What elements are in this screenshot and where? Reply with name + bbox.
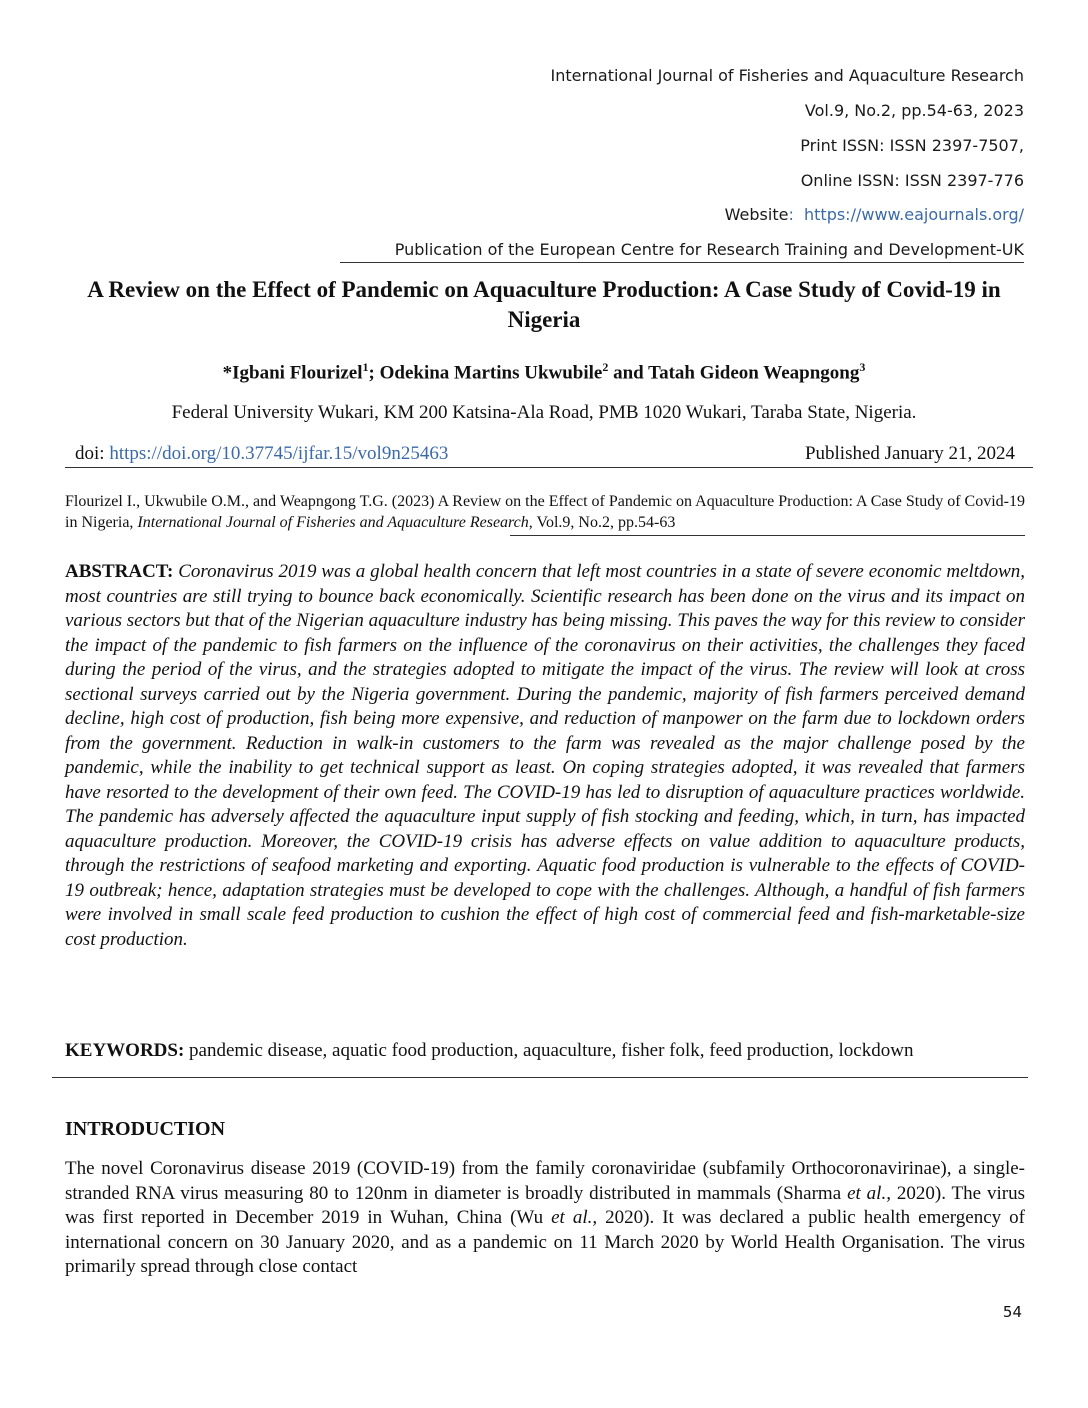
author-superscript: 3: [859, 360, 866, 374]
author-superscript: 1: [362, 360, 369, 374]
publisher-line: Publication of the European Centre for Research Training and Development-UK: [394, 240, 1024, 259]
website-link[interactable]: https://www.eajournals.org/: [804, 205, 1024, 224]
website-separator: :: [788, 205, 804, 224]
doi-link[interactable]: https://doi.org/10.37745/ijfar.15/vol9n25463: [109, 443, 449, 464]
citation-text: Flourizel I., Ukwubile O.M., and Weapngong T.G. (2023) A Review on the Effect of Pandemic on Aquaculture Production: A Case Study of Covid-19 in Nigeria,: [65, 493, 1025, 531]
keywords: [65, 1040, 1045, 1062]
keywords-divider: [52, 1077, 1028, 1078]
citation-divider: [510, 535, 1025, 536]
page-number: 54: [1002, 1303, 1022, 1321]
keywords-text: pandemic disease, aquatic food production, aquaculture, fisher folk, feed production, lockdown: [184, 1040, 914, 1061]
volume-info: Vol.9, No.2, pp.54-63, 2023: [804, 101, 1024, 120]
keywords-label: KEYWORDS:: [65, 1040, 185, 1061]
abstract: [65, 560, 1025, 952]
website-label: Website: [724, 205, 789, 224]
website-line: [725, 205, 1024, 224]
section-heading: INTRODUCTION: [65, 1118, 226, 1140]
author-list: [0, 360, 1088, 384]
author-name: and Tatah Gideon Weapngong: [608, 362, 860, 384]
doi-row: [75, 443, 1015, 465]
paper-title: A Review on the Effect of Pandemic on Aquaculture Production: A Case Study of Covid-19 in Nigeria: [87, 277, 1001, 332]
author-superscript: 2: [602, 360, 609, 374]
affiliation: Federal University Wukari, KM 200 Katsina-Ala Road, PMB 1020 Wukari, Taraba State, Nigeria.: [171, 402, 917, 423]
introduction-paragraph: [65, 1157, 1025, 1280]
abstract-label: ABSTRACT:: [65, 561, 174, 582]
paragraph-text: The novel Coronavirus disease 2019 (COVID-19) from the family coronaviridae (subfamily Orthocoronavirinae), a single-stranded RNA virus measuring 80 to 120nm in diameter is broadly distributed in mammals (Sharma: [65, 1158, 1025, 1204]
citation-journal: International Journal of Fisheries and Aquaculture Research: [137, 514, 529, 531]
citation-text: , Vol.9, No.2, pp.54-63: [528, 514, 676, 531]
online-issn: Online ISSN: ISSN 2397-776: [800, 171, 1024, 190]
author-name: ; Odekina Martins Ukwubile: [368, 362, 603, 384]
et-al: et al.,: [847, 1182, 891, 1204]
journal-name: International Journal of Fisheries and Aquaculture Research: [550, 66, 1024, 85]
paragraph-text: 2020). The virus was first reported in December 2019 in Wuhan, China (Wu: [65, 1182, 1025, 1228]
paragraph-text: 2020). It was declared a public health emergency of international concern on 30 January 2020, and as a pandemic on 11 March 2020 by World Health Organisation. The virus primarily spread through close contact: [65, 1207, 1025, 1277]
abstract-text: Coronavirus 2019 was a global health concern that left most countries in a state of severe economic meltdown, most countries are still trying to bounce back economically. Scientific research has been done on the virus and its impact on various sectors but that of the Nigerian aquaculture industry has being missing. This paves the way for this review to consider the impact of the pandemic to fish farmers on the influence of the coronavirus on their activities, the challenges they faced during the period of the virus, and the strategies adopted to mitigate the impact of the virus. The review will look at cross sectional surveys carried out by the Nigeria government. During the pandemic, majority of fish farmers perceived demand decline, high cost of production, fish being more expensive, and reduction of manpower on the farm due to lockdown orders from the government. Reduction in walk-in customers to the farm was revealed as the major challenge posed by the pandemic, while the inability to get technical support as least. On coping strategies adopted, it was revealed that farmers have resorted to the development of their own feed. The COVID-19 has led to disruption of aquaculture practices worldwide. The pandemic has adversely affected the aquaculture input supply of fish stocking and feeding, which, in turn, has impacted aquaculture production. Moreover, the COVID-19 crisis has adverse effects on value addition to aquaculture products, through the restrictions of seafood marketing and exporting. Aquatic food production is vulnerable to the effects of COVID-19 outbreak; hence, adaptation strategies must be developed to cope with the challenges. Although, a handful of fish farmers were involved in small scale feed production to cushion the effect of high cost of commercial feed and fish-marketable-size cost production.: [65, 561, 1025, 950]
print-issn: Print ISSN: ISSN 2397-7507,: [800, 136, 1024, 155]
header-divider: [340, 262, 1024, 263]
published-date: Published January 21, 2024: [804, 443, 1015, 464]
doi-label: doi:: [75, 443, 110, 464]
author-name: *Igbani Flourizel: [222, 362, 363, 384]
citation: [65, 491, 1025, 533]
doi-divider: [65, 467, 1033, 468]
et-al: et al.,: [551, 1207, 598, 1228]
